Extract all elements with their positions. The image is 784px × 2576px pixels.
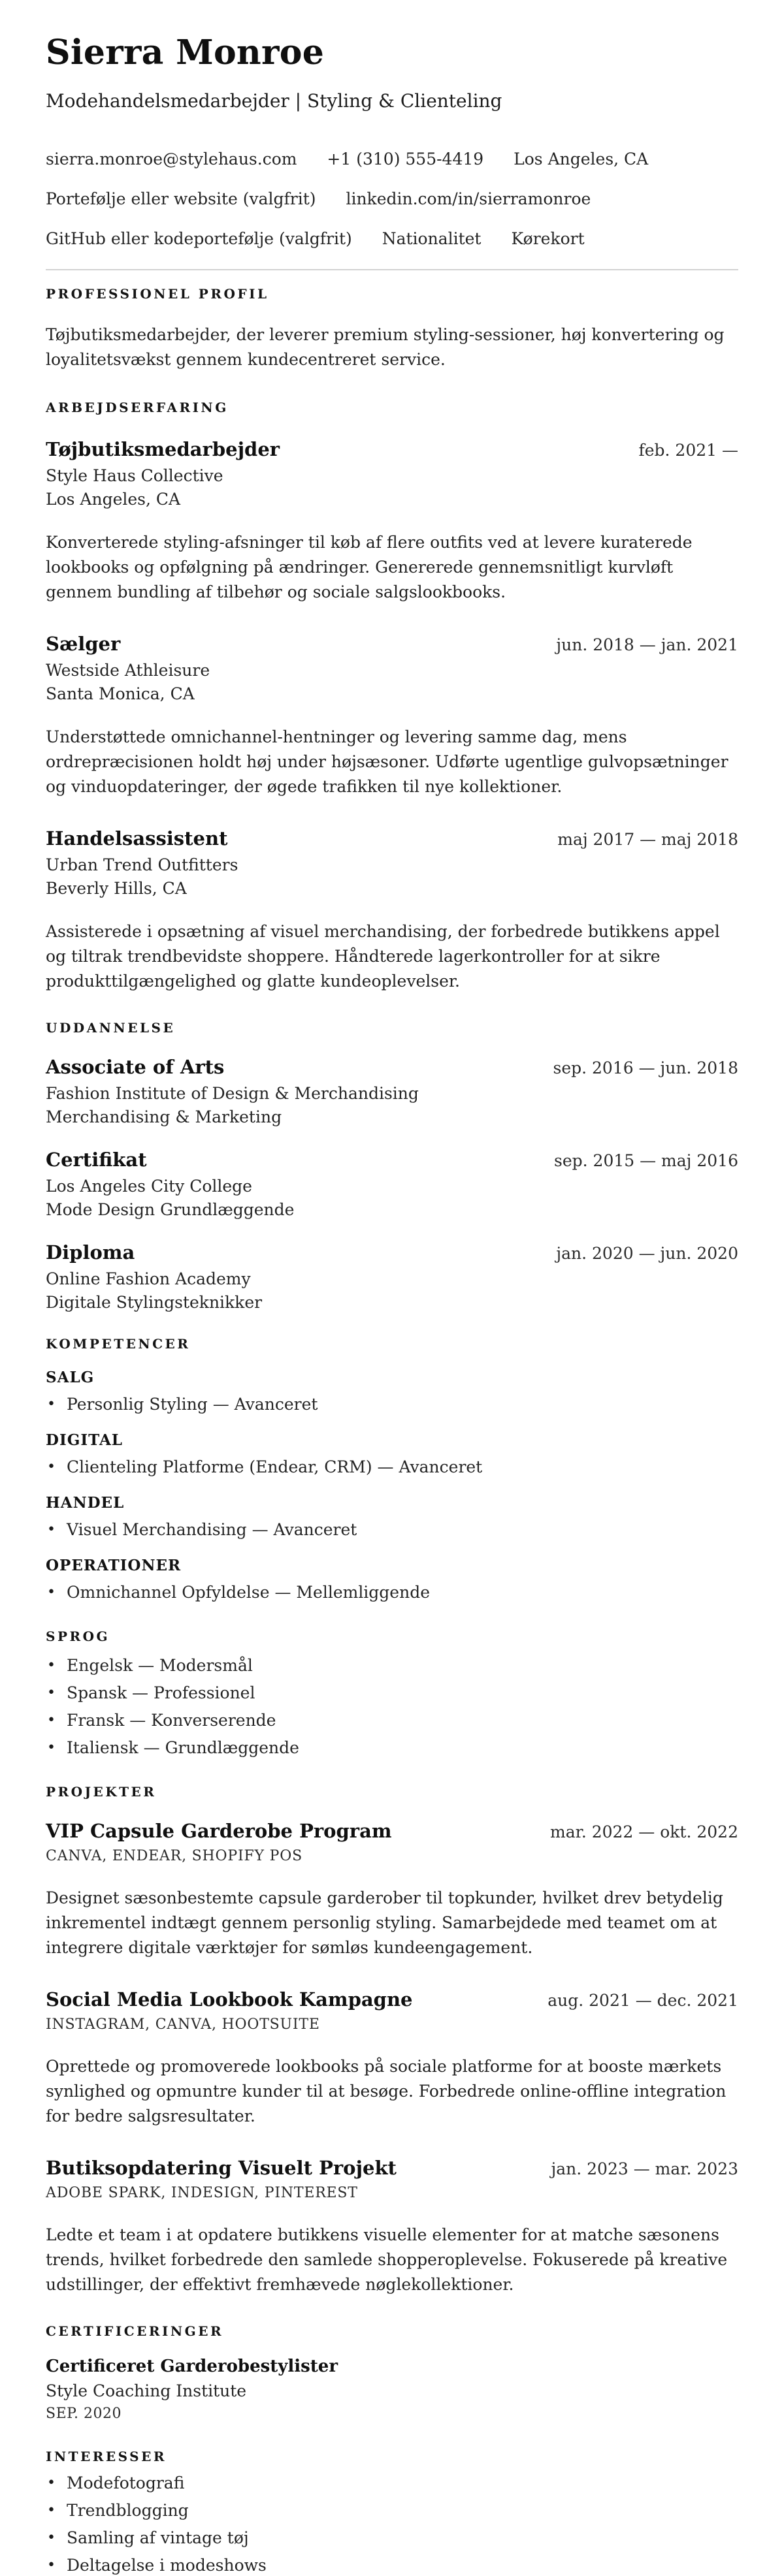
job-dates: maj 2017 — maj 2018 <box>557 830 738 849</box>
contact-phone: +1 (310) 555-4419 <box>327 150 484 168</box>
interest-item: • Modefotografi <box>46 2471 738 2496</box>
section-title-education: UDDANNELSE <box>46 1020 176 1036</box>
experience-entries <box>46 437 738 994</box>
education-entry <box>46 1241 738 1312</box>
interest-item: • Trendblogging <box>46 2498 738 2523</box>
job-title: Sælger <box>46 633 121 655</box>
project-title: Butiksopdatering Visuelt Projekt <box>46 2157 397 2179</box>
education-entry-head <box>46 1148 738 1173</box>
project-tech: ADOBE SPARK, INDESIGN, PINTEREST <box>46 2185 358 2201</box>
contact-email: sierra.monroe@stylehaus.com <box>46 150 297 168</box>
education-entries <box>46 1055 738 1312</box>
project-title: Social Media Lookbook Kampagne <box>46 1988 413 2011</box>
section-education <box>46 1020 738 1312</box>
section-experience <box>46 400 738 994</box>
education-degree: Certifikat <box>46 1149 147 1171</box>
job-description: Understøttede omnichannel-hentninger og levering samme dag, mens ordrepræcisionen holdt høj under højsæsoner. Udførte ugentlige gulvopsætninger og vinduopdateringer, der øgede trafikken til nye kollektioner. <box>46 727 728 796</box>
skill-group <box>46 1369 738 1417</box>
skill-list <box>46 1518 738 1542</box>
section-title-experience: ARBEJDSERFARING <box>46 400 229 415</box>
contact-nationality: Nationalitet <box>382 229 482 248</box>
skill-list <box>46 1392 738 1417</box>
skill-item: • Personlig Styling — Avanceret <box>46 1392 738 1417</box>
job-location: Santa Monica, CA <box>46 684 195 703</box>
job-location: Beverly Hills, CA <box>46 879 187 898</box>
contact-row-2 <box>46 189 738 210</box>
job-entry-head <box>46 437 738 462</box>
job-entry <box>46 437 738 605</box>
project-description: Ledte et team i at opdatere butikkens visuelle elementer for at matche sæsonens trends, hvilket forbedrede den samlede shopperoplevelse. Fokuserede på kreative udstillinger, der effektivt fremhævede nøglekollektioner. <box>46 2225 728 2294</box>
job-dates: feb. 2021 — <box>638 441 738 460</box>
project-title: VIP Capsule Garderobe Program <box>46 1820 392 1842</box>
section-projects <box>46 1784 738 2297</box>
contact-row-1 <box>46 149 738 170</box>
education-field: Mode Design Grundlæggende <box>46 1200 295 1219</box>
section-title-certifications: CERTIFICERINGER <box>46 2323 224 2339</box>
contact-github-placeholder: GitHub eller kodeportefølje (valgfrit) <box>46 229 352 248</box>
education-field: Digitale Stylingsteknikker <box>46 1293 263 1312</box>
skill-item: • Visuel Merchandising — Avanceret <box>46 1518 738 1542</box>
skill-group <box>46 1431 738 1480</box>
job-entry <box>46 827 738 994</box>
header-divider <box>46 269 738 270</box>
skill-category: HANDEL <box>46 1494 125 1512</box>
project-entry <box>46 2156 738 2297</box>
contact-row-3 <box>46 229 738 249</box>
education-school: Online Fashion Academy <box>46 1269 251 1288</box>
job-title: Tøjbutiksmedarbejder <box>46 438 280 460</box>
project-entry-head <box>46 1819 738 1844</box>
project-tech: INSTAGRAM, CANVA, HOOTSUITE <box>46 2016 320 2033</box>
candidate-headline: Modehandelsmedarbejder | Styling & Clienteling <box>46 90 502 112</box>
skill-item: • Omnichannel Opfyldelse — Mellemliggende <box>46 1580 738 1605</box>
job-location: Los Angeles, CA <box>46 490 181 509</box>
skill-item: • Clienteling Platforme (Endear, CRM) — Avanceret <box>46 1455 738 1480</box>
education-entry-head <box>46 1241 738 1265</box>
skill-list <box>46 1580 738 1605</box>
skill-group <box>46 1494 738 1542</box>
job-dates: jun. 2018 — jan. 2021 <box>556 635 738 654</box>
project-description: Oprettede og promoverede lookbooks på sociale platforme for at booste mærkets synlighed og opmuntre kunder til at besøge. Forbedrede online-offline integration for bedre salgsresultater. <box>46 2057 727 2125</box>
project-entry-head <box>46 2156 738 2181</box>
language-list <box>46 1653 738 1760</box>
job-description: Assisterede i opsætning af visuel merchandising, der forbedrede butikkens appel og tiltrak trendbevidste shoppere. Håndterede lagerkontroller for at sikre produkttilgængelighed og glatte kundeoplevelser. <box>46 922 720 991</box>
resume-header <box>46 33 738 270</box>
job-company: Westside Athleisure <box>46 661 210 680</box>
section-languages <box>46 1629 738 1760</box>
project-tech: CANVA, ENDEAR, SHOPIFY POS <box>46 1848 302 1864</box>
education-entry <box>46 1055 738 1127</box>
certification-date: SEP. 2020 <box>46 2406 122 2422</box>
contact-linkedin: linkedin.com/in/sierramonroe <box>346 189 591 208</box>
section-title-projects: PROJEKTER <box>46 1784 157 1800</box>
language-item: • Fransk — Konverserende <box>46 1708 738 1733</box>
interest-item: • Deltagelse i modeshows <box>46 2553 738 2576</box>
section-profile <box>46 286 738 372</box>
project-description: Designet sæsonbestemte capsule garderober til topkunder, hvilket drev betydelig inkrementel indtægt gennem personlig styling. Samarbejdede med teamet om at integrere digitale værktøjer for sømløs kundeengagement. <box>46 1888 723 1957</box>
skill-category: SALG <box>46 1369 95 1386</box>
candidate-name: Sierra Monroe <box>46 33 325 72</box>
job-entry <box>46 632 738 799</box>
education-degree: Associate of Arts <box>46 1056 225 1078</box>
project-dates: mar. 2022 — okt. 2022 <box>550 1822 738 1841</box>
profile-text: Tøjbutiksmedarbejder, der leverer premium styling-sessioner, høj konvertering og loyalitetsvækst gennem kundecentreret service. <box>46 325 725 369</box>
language-item: • Engelsk — Modersmål <box>46 1653 738 1678</box>
certification-entry <box>46 2356 738 2423</box>
skill-group <box>46 1557 738 1605</box>
contact-portfolio-placeholder: Portefølje eller website (valgfrit) <box>46 189 316 208</box>
language-item: • Spansk — Professionel <box>46 1681 738 1706</box>
section-title-languages: SPROG <box>46 1629 110 1644</box>
contact-location: Los Angeles, CA <box>514 150 649 168</box>
interest-list <box>46 2471 738 2576</box>
job-title: Handelsassistent <box>46 827 228 850</box>
section-certifications <box>46 2323 738 2423</box>
project-entry <box>46 1988 738 2129</box>
job-entry-head <box>46 827 738 851</box>
project-entry <box>46 1819 738 1960</box>
certification-name: Certificeret Garderobestylister <box>46 2357 338 2376</box>
section-interests <box>46 2449 738 2576</box>
contact-drivers-license: Kørekort <box>511 229 585 248</box>
section-title-interests: INTERESSER <box>46 2449 167 2464</box>
education-field: Merchandising & Marketing <box>46 1107 282 1126</box>
skill-list <box>46 1455 738 1480</box>
section-title-profile: PROFESSIONEL PROFIL <box>46 286 269 302</box>
education-dates: jan. 2020 — jun. 2020 <box>556 1244 738 1263</box>
job-description: Konverterede styling-afsninger til køb af flere outfits ved at levere kuraterede lookbooks og opfølgning på ændringer. Genererede gennemsnitligt kurvløft gennem bundling af tilbehør og sociale salgslookbooks. <box>46 533 693 601</box>
section-skills <box>46 1336 738 1605</box>
language-item: • Italiensk — Grundlæggende <box>46 1736 738 1760</box>
skill-category: DIGITAL <box>46 1431 123 1449</box>
section-title-skills: KOMPETENCER <box>46 1336 191 1352</box>
education-school: Los Angeles City College <box>46 1177 252 1196</box>
job-company: Style Haus Collective <box>46 466 223 485</box>
interest-item: • Samling af vintage tøj <box>46 2526 738 2551</box>
education-entry <box>46 1148 738 1220</box>
education-degree: Diploma <box>46 1241 135 1264</box>
certification-issuer: Style Coaching Institute <box>46 2381 247 2400</box>
project-dates: jan. 2023 — mar. 2023 <box>551 2159 738 2178</box>
education-entry-head <box>46 1055 738 1080</box>
education-school: Fashion Institute of Design & Merchandising <box>46 1084 419 1103</box>
project-entries <box>46 1819 738 2297</box>
project-entry-head <box>46 1988 738 2012</box>
project-dates: aug. 2021 — dec. 2021 <box>547 1991 738 2010</box>
job-entry-head <box>46 632 738 657</box>
skill-category: OPERATIONER <box>46 1557 182 1574</box>
job-company: Urban Trend Outfitters <box>46 855 238 874</box>
education-dates: sep. 2015 — maj 2016 <box>554 1151 738 1170</box>
education-dates: sep. 2016 — jun. 2018 <box>553 1058 738 1077</box>
